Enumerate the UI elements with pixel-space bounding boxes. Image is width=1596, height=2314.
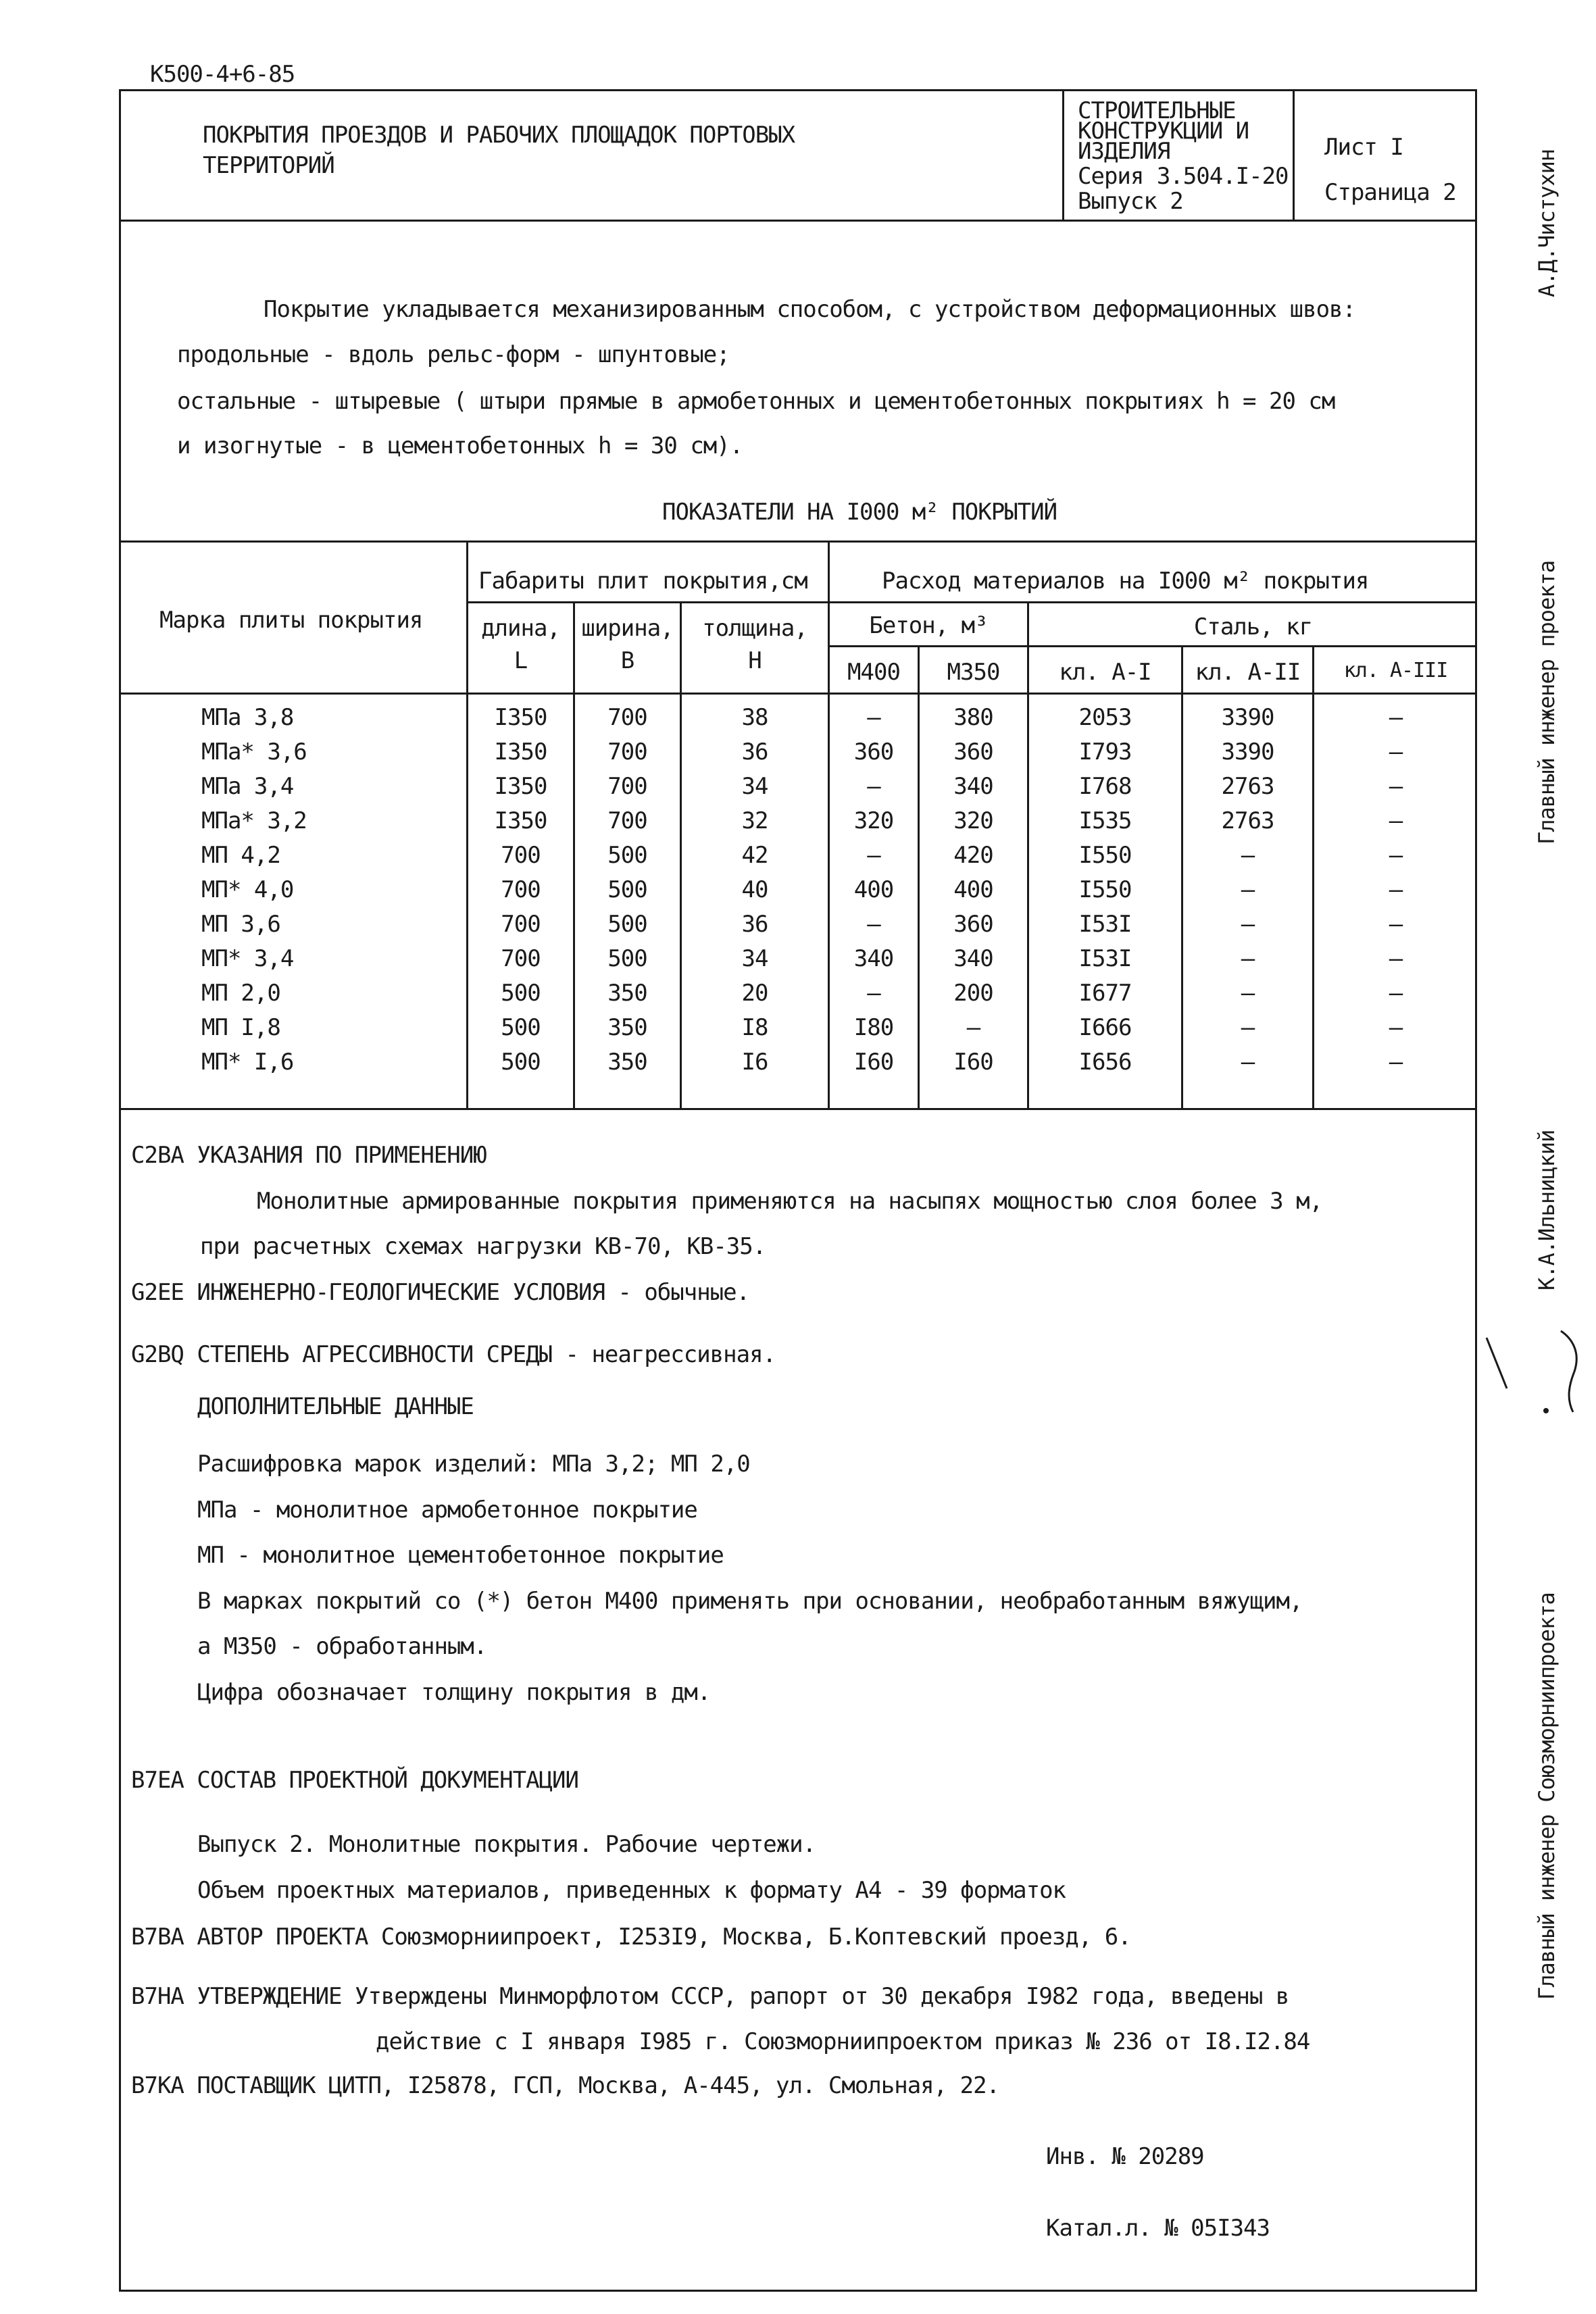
col-header-thickness: толщина, [702, 615, 807, 642]
additional-line2: МПа - монолитное армобетонное покрытие [197, 1496, 697, 1524]
table-cell-m350: 340 [953, 773, 993, 800]
table-cell-a2: – [1241, 876, 1255, 903]
table-cell-a1: I768 [1078, 773, 1132, 800]
series-line1: СТРОИТЕЛЬНЫЕ [1078, 97, 1236, 124]
col-header-length: длина, [481, 615, 560, 642]
table-cell-a1: I53I [1078, 945, 1132, 972]
table-cell-a1: I656 [1078, 1049, 1132, 1076]
table-cell-b: 500 [607, 876, 647, 903]
additional-line5: а М350 - обработанным. [197, 1633, 487, 1660]
additional-line1: Расшифровка марок изделий: МПа 3,2; МП 2,0 [197, 1451, 750, 1478]
table-cell-m350: 420 [953, 842, 993, 869]
catalog-number: Катал.л. № 05I343 [1046, 2215, 1270, 2242]
table-cell-h: I6 [741, 1049, 768, 1076]
table-cell-a2: 2763 [1221, 807, 1274, 834]
table-cell-m400: I80 [853, 1014, 894, 1041]
table-cell-l: 700 [501, 842, 541, 869]
table-cell-b: 700 [607, 738, 647, 765]
table-cell-h: 20 [741, 980, 768, 1007]
table-cell-m400: 360 [853, 738, 894, 765]
table-cell-a3: – [1389, 876, 1403, 903]
table-top-rule [119, 540, 1477, 543]
table-cell-h: 38 [741, 704, 768, 731]
table-cell-h: 32 [741, 807, 768, 834]
header-divider-1 [1062, 89, 1064, 221]
col-header-materials: Расход материалов на I000 м² покрытия [882, 568, 1369, 595]
col-header-a2: кл. A-II [1195, 659, 1301, 686]
table-cell-mark: МП 2,0 [201, 980, 280, 1007]
table-cell-a2: – [1241, 911, 1255, 938]
table-cell-h: 40 [741, 876, 768, 903]
table-cell-m400: – [867, 980, 880, 1007]
col-header-a1: кл. A-I [1059, 659, 1151, 686]
table-cell-a1: I53I [1078, 911, 1132, 938]
col-header-mark: Марка плиты покрытия [159, 607, 423, 634]
section-author: В7ВА АВТОР ПРОЕКТА Союзморниипроект, I253I9, Москва, Б.Коптевский проезд, 6. [131, 1923, 1131, 1951]
table-cell-m350: 400 [953, 876, 993, 903]
table-cell-mark: МПа* 3,2 [201, 807, 307, 834]
table-cell-a3: – [1389, 807, 1403, 834]
additional-line4: В марках покрытий со (*) бетон М400 применять при основании, необработанным вяжущим, [197, 1588, 1303, 1615]
series-line2: КОНСТРУКЦИИ И [1078, 118, 1249, 145]
col-header-m350: M350 [947, 659, 1000, 686]
section-supplier: В7КА ПОСТАВЩИК ЦИТП, I25878, ГСП, Москва, А-445, ул. Смольная, 22. [131, 2072, 1000, 2099]
margin-engineer-name: К.А.Ильницкий [1534, 1130, 1560, 1290]
table-cell-m400: 320 [853, 807, 894, 834]
table-cell-m400: – [867, 704, 880, 731]
table-cell-m400: – [867, 842, 880, 869]
section-usage-heading: С2ВА УКАЗАНИЯ ПО ПРИМЕНЕНИЮ [131, 1142, 487, 1169]
documentation-line1: Выпуск 2. Монолитные покрытия. Рабочие чертежи. [197, 1831, 816, 1858]
table-cell-l: 700 [501, 945, 541, 972]
section-geology: G2EE ИНЖЕНЕРНО-ГЕОЛОГИЧЕСКИЕ УСЛОВИЯ - обычные. [131, 1279, 750, 1306]
table-cell-m350: – [966, 1014, 980, 1041]
intro-line1: Покрытие укладывается механизированным способом, с устройством деформационных швов: [264, 296, 1355, 323]
section-aggressiveness: G2BQ СТЕПЕНЬ АГРЕССИВНОСТИ СРЕДЫ - неагрессивная. [131, 1341, 776, 1368]
margin-role-chief-engineer: Главный инженер проекта [1534, 560, 1560, 845]
table-cell-h: I8 [741, 1014, 768, 1041]
table-cell-a2: – [1241, 1049, 1255, 1076]
section-documentation-heading: В7ЕА СОСТАВ ПРОЕКТНОЙ ДОКУМЕНТАЦИИ [131, 1767, 578, 1794]
table-cell-b: 350 [607, 1049, 647, 1076]
table-cell-mark: МП* 3,4 [201, 945, 294, 972]
table-cell-a2: 3390 [1221, 704, 1274, 731]
table-cell-mark: МПа 3,8 [201, 704, 294, 731]
table-cell-l: 500 [501, 1014, 541, 1041]
section-additional-heading: ДОПОЛНИТЕЛЬНЫЕ ДАННЫЕ [197, 1393, 474, 1420]
table-cell-l: 500 [501, 980, 541, 1007]
table-rule-h2 [828, 645, 1477, 647]
margin-role-chief-engineer-institute: Главный инженер Союзморниипроекта [1534, 1592, 1560, 2000]
col-header-m400: M400 [847, 659, 900, 686]
header-title-line2: ТЕРРИТОРИЙ [203, 152, 334, 179]
table-cell-mark: МП* I,6 [201, 1049, 294, 1076]
header-title-line1: ПОКРЫТИЯ ПРОЕЗДОВ И РАБОЧИХ ПЛОЩАДОК ПОРТОВЫХ [203, 122, 795, 149]
table-cell-m350: 340 [953, 945, 993, 972]
table-cell-b: 700 [607, 773, 647, 800]
col-header-width-sym: B [620, 647, 634, 674]
page-number: Страница 2 [1324, 179, 1456, 206]
table-cell-m400: I60 [853, 1049, 894, 1076]
series-line4: Серия 3.504.I-20 [1078, 163, 1289, 190]
table-cell-m350: 380 [953, 704, 993, 731]
table-cell-h: 42 [741, 842, 768, 869]
table-cell-a2: – [1241, 842, 1255, 869]
table-cell-m350: 320 [953, 807, 993, 834]
document-code: К500-4+6-85 [150, 61, 295, 88]
table-cell-l: 700 [501, 876, 541, 903]
table-cell-a3: – [1389, 842, 1403, 869]
documentation-line2: Объем проектных материалов, приведенных к формату А4 - 39 форматок [197, 1877, 1066, 1904]
table-bottom-rule [119, 1108, 1477, 1110]
intro-line3: остальные - штыревые ( штыри прямые в армобетонных и цементобетонных покрытиях h = 20 см [177, 388, 1335, 415]
table-cell-a2: 2763 [1221, 773, 1274, 800]
table-rule-h1 [466, 601, 1477, 603]
table-cell-b: 500 [607, 911, 647, 938]
table-cell-b: 500 [607, 842, 647, 869]
table-cell-b: 700 [607, 807, 647, 834]
section-usage-line2: при расчетных схемах нагрузки КВ-70, КВ-35. [200, 1233, 766, 1260]
signature-mark [1480, 1324, 1588, 1419]
table-title: ПОКАЗАТЕЛИ НА I000 м² ПОКРЫТИЙ [662, 499, 1057, 526]
table-cell-h: 36 [741, 911, 768, 938]
table-cell-b: 350 [607, 980, 647, 1007]
table-cell-l: I350 [494, 738, 547, 765]
section-usage-line1: Монолитные армированные покрытия применяются на насыпях мощностью слоя более 3 м, [257, 1188, 1323, 1215]
table-cell-l: I350 [494, 807, 547, 834]
table-cell-a3: – [1389, 1049, 1403, 1076]
table-cell-m400: – [867, 911, 880, 938]
table-cell-a2: – [1241, 1014, 1255, 1041]
table-cell-mark: МП 4,2 [201, 842, 280, 869]
table-cell-a3: – [1389, 911, 1403, 938]
table-cell-m400: 340 [853, 945, 894, 972]
table-cell-a1: I677 [1078, 980, 1132, 1007]
table-cell-mark: МП* 4,0 [201, 876, 294, 903]
table-cell-a3: – [1389, 945, 1403, 972]
table-cell-a1: I793 [1078, 738, 1132, 765]
table-cell-a2: – [1241, 980, 1255, 1007]
table-cell-b: 350 [607, 1014, 647, 1041]
table-cell-m350: 360 [953, 738, 993, 765]
table-cell-mark: МП 3,6 [201, 911, 280, 938]
col-header-length-sym: L [514, 647, 528, 674]
table-cell-a3: – [1389, 704, 1403, 731]
additional-line3: МП - монолитное цементобетонное покрытие [197, 1542, 724, 1569]
table-cell-l: I350 [494, 773, 547, 800]
series-line5: Выпуск 2 [1078, 188, 1183, 215]
intro-line4: и изогнутые - в цементобетонных h = 30 см). [177, 432, 743, 459]
col-header-width: ширина, [581, 615, 674, 642]
additional-line6: Цифра обозначает толщину покрытия в дм. [197, 1679, 711, 1706]
header-divider-2 [1293, 89, 1295, 221]
table-cell-b: 700 [607, 704, 647, 731]
table-cell-l: 700 [501, 911, 541, 938]
table-cell-b: 500 [607, 945, 647, 972]
table-cell-a3: – [1389, 773, 1403, 800]
series-line3: ИЗДЕЛИЯ [1078, 138, 1170, 165]
table-cell-a3: – [1389, 1014, 1403, 1041]
table-cell-m400: – [867, 773, 880, 800]
table-cell-m350: 200 [953, 980, 993, 1007]
table-cell-a1: I666 [1078, 1014, 1132, 1041]
table-cell-a3: – [1389, 738, 1403, 765]
margin-approver-name: А.Д.Чистухин [1534, 149, 1560, 297]
table-cell-mark: МПа 3,4 [201, 773, 294, 800]
table-cell-m350: I60 [953, 1049, 993, 1076]
table-cell-m400: 400 [853, 876, 894, 903]
table-cell-l: 500 [501, 1049, 541, 1076]
approval-line2: действие с I января I985 г. Союзморниипроектом приказ № 236 от I8.I2.84 [376, 2028, 1310, 2055]
table-header-bottom-rule [119, 693, 1477, 695]
col-header-thickness-sym: H [748, 647, 762, 674]
table-cell-a1: I550 [1078, 842, 1132, 869]
col-header-steel: Сталь, кг [1193, 613, 1313, 640]
col-header-concrete: Бетон, м³ [869, 612, 988, 639]
table-cell-h: 34 [741, 945, 768, 972]
col-header-dimensions: Габариты плит покрытия,см [478, 568, 807, 595]
table-cell-h: 34 [741, 773, 768, 800]
col-header-a3: кл. A-III [1343, 659, 1448, 682]
table-cell-a2: 3390 [1221, 738, 1274, 765]
table-cell-a1: 2053 [1078, 704, 1132, 731]
sheet-number: Лист I [1324, 134, 1403, 161]
table-cell-l: I350 [494, 704, 547, 731]
table-cell-h: 36 [741, 738, 768, 765]
header-bottom-rule [119, 220, 1477, 222]
table-cell-a1: I535 [1078, 807, 1132, 834]
section-approval: В7НА УТВЕРЖДЕНИЕ Утверждены Минморфлотом СССР, рапорт от 30 декабря I982 года, введены в [131, 1983, 1289, 2010]
table-cell-a1: I550 [1078, 876, 1132, 903]
table-cell-a3: – [1389, 980, 1403, 1007]
table-cell-mark: МПа* 3,6 [201, 738, 307, 765]
inventory-number: Инв. № 20289 [1046, 2143, 1204, 2170]
table-cell-a2: – [1241, 945, 1255, 972]
table-cell-mark: МП I,8 [201, 1014, 280, 1041]
table-cell-m350: 360 [953, 911, 993, 938]
intro-line2: продольные - вдоль рельс-форм - шпунтовые; [177, 341, 730, 368]
